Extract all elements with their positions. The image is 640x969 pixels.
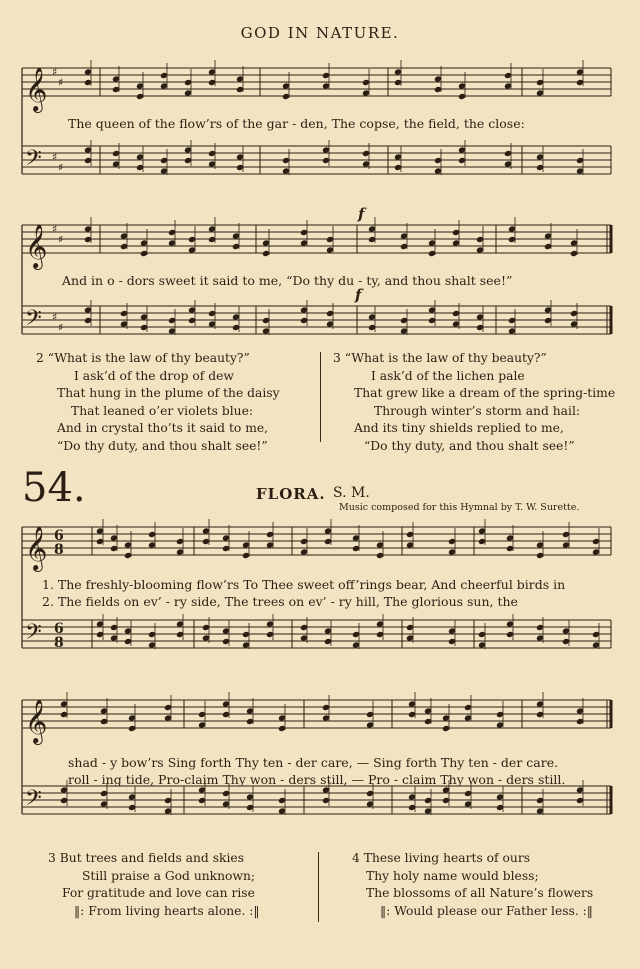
- treble-clef-icon: 𝄞: [25, 699, 48, 743]
- page-header: GOD IN NATURE.: [240, 24, 400, 42]
- dynamic-forte-treble: f: [358, 205, 365, 223]
- treble-clef-icon: 𝄞: [25, 224, 48, 268]
- bass-clef-icon: 𝄢: [25, 146, 42, 176]
- verse-divider: [318, 852, 319, 922]
- bass-clef-icon: 𝄢: [25, 620, 42, 650]
- time-signature: 6: [54, 621, 64, 637]
- sharp-icon: ♯: [52, 310, 58, 324]
- hymn-meter: S. M.: [333, 485, 370, 501]
- hymn-title: FLORA.: [256, 485, 326, 503]
- time-signature: 8: [54, 542, 64, 558]
- hymn54-stanza1-line2: shad - y bow’rs Sing forth Thy ten - der care, — Sing forth Thy ten - der care.: [68, 755, 559, 770]
- sharp-icon: ♯: [52, 150, 58, 164]
- hymn54-stanza2-line1: 2. The fields on ev’ - ry side, The trees on ev’ - ry hill, The glorious sun, the: [42, 594, 518, 609]
- sharp-icon: ♯: [58, 161, 64, 174]
- sharp-icon: ♯: [58, 76, 64, 89]
- verse-divider: [320, 352, 321, 442]
- hymn54-stanza1-line1: 1. The freshly-blooming flow’rs To Thee sweet off’rings bear, And cheerful birds in: [42, 577, 566, 592]
- bass-clef-icon: 𝄢: [25, 786, 42, 816]
- bass-clef-icon: 𝄢: [25, 306, 42, 336]
- treble-clef-icon: 𝄞: [25, 526, 48, 570]
- hymn53-verse2: 2 “What is the law of thy beauty?” I ask’d of the drop of dew That hung in the plume of the daisy That leaned o’er violets blue: And in crystal tho’ts it said to me, “Do thy duty, and thou shalt see!”: [36, 351, 280, 453]
- composer-credit: Music composed for this Hymnal by T. W. Surette.: [339, 502, 580, 513]
- dynamic-forte-bass: f: [355, 286, 362, 304]
- hymn54-verse4: 4 These living hearts of ours Thy holy name would bless; The blossoms of all Nature’s flowers ‖: Would please our Father less. :‖: [352, 851, 594, 918]
- treble-clef-icon: 𝄞: [25, 67, 48, 111]
- hymn53-lyrics-line1: The queen of the flow’rs of the gar - den, The copse, the field, the close:: [68, 116, 525, 131]
- sharp-icon: ♯: [58, 233, 64, 246]
- hymn53-lyrics-line2: And in o - dors sweet it said to me, “Do thy du - ty, and thou shalt see!”: [62, 273, 513, 288]
- hymn-number: 54.: [22, 465, 86, 511]
- sharp-icon: ♯: [52, 222, 58, 236]
- sharp-icon: ♯: [52, 65, 58, 79]
- time-signature: 6: [54, 528, 64, 544]
- hymn54-stanza2-line2: roll - ing tide, Pro-claim Thy won - ders still, — Pro - claim Thy won - ders still.: [68, 772, 566, 787]
- hymn53-verse3: 3 “What is the law of thy beauty?” I ask’d of the lichen pale That grew like a dream of the spring-time Through winter’s storm and hail: And its tiny shields replied to me, “Do thy duty, and thou shalt see!”: [333, 351, 616, 453]
- sharp-icon: ♯: [58, 321, 64, 334]
- time-signature: 8: [54, 635, 64, 651]
- hymn54-verse3: 3 But trees and fields and skies Still praise a God unknown; For gratitude and love can rise ‖: From living hearts alone. :‖: [48, 851, 260, 918]
